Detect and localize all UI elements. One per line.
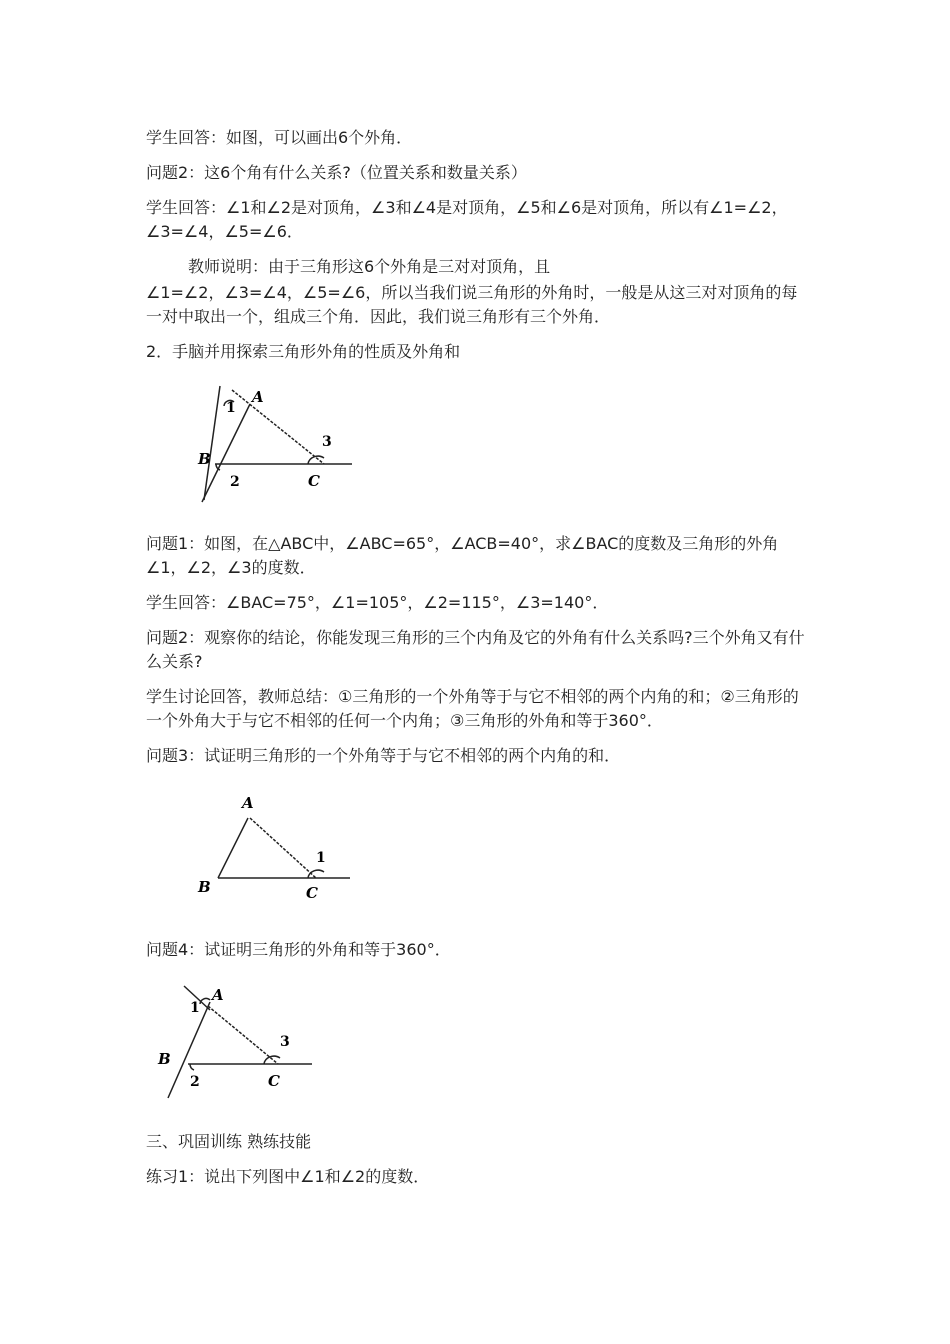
triangle-figure-3 (150, 980, 320, 1106)
vertex-label-c: C (268, 1072, 280, 1090)
angle-label-2: 2 (230, 474, 240, 490)
paragraph: 问题2：这6个角有什么关系?（位置关系和数量关系） (146, 163, 527, 182)
angle-label-3: 3 (280, 1034, 290, 1050)
vertex-label-b: B (158, 1050, 171, 1068)
vertex-label-b: B (198, 878, 211, 896)
vertex-label-b: B (198, 450, 211, 468)
paragraph: 学生回答：∠1和∠2是对顶角，∠3和∠4是对顶角，∠5和∠6是对顶角，所以有∠1=∠2，∠3=∠4，∠5=∠6． (146, 198, 788, 241)
vertex-label-a: A (212, 986, 224, 1004)
paragraph: 问题4：试证明三角形的外角和等于360°． (146, 940, 451, 959)
paragraph: ∠1=∠2，∠3=∠4，∠5=∠6，所以当我们说三角形的外角时，一般是从这三对对顶角的每一对中取出一个，组成三个角．因此，我们说三角形有三个外角． (146, 283, 798, 326)
triangle-figure-2 (190, 790, 360, 905)
vertex-label-a: A (252, 388, 264, 406)
paragraph: 问题1：如图，在△ABC中，∠ABC=65°，∠ACB=40°，求∠BAC的度数及三角形的外角∠1，∠2，∠3的度数． (146, 534, 779, 577)
vertex-label-a: A (242, 794, 254, 812)
section-heading: 2．手脑并用探索三角形外角的性质及外角和 (146, 342, 461, 361)
paragraph: 学生讨论回答，教师总结：①三角形的一个外角等于与它不相邻的两个内角的和；②三角形的一个外角大于与它不相邻的任何一个内角；③三角形的外角和等于360°． (146, 687, 799, 730)
angle-label-2: 2 (190, 1074, 200, 1090)
paragraph: 教师说明：由于三角形这6个外角是三对对顶角，且 (188, 257, 551, 276)
paragraph: 练习1：说出下列图中∠1和∠2的度数． (146, 1167, 430, 1186)
paragraph: 学生回答：如图，可以画出6个外角． (146, 128, 413, 147)
angle-label-1: 1 (316, 850, 326, 866)
vertex-label-c: C (308, 472, 320, 490)
section-heading: 三、巩固训练 熟练技能 (146, 1132, 312, 1151)
angle-label-1: 1 (190, 1000, 200, 1016)
paragraph: 问题3：试证明三角形的一个外角等于与它不相邻的两个内角的和． (146, 746, 621, 765)
angle-label-3: 3 (322, 434, 332, 450)
paragraph: 问题2：观察你的结论，你能发现三角形的三个内角及它的外角有什么关系吗?三个外角又有什么关系? (146, 628, 805, 671)
vertex-label-c: C (306, 884, 318, 902)
paragraph: 学生回答：∠BAC=75°，∠1=105°，∠2=115°，∠3=140°． (146, 593, 609, 612)
triangle-figure-1 (190, 380, 360, 508)
angle-label-1: 1 (226, 400, 236, 416)
